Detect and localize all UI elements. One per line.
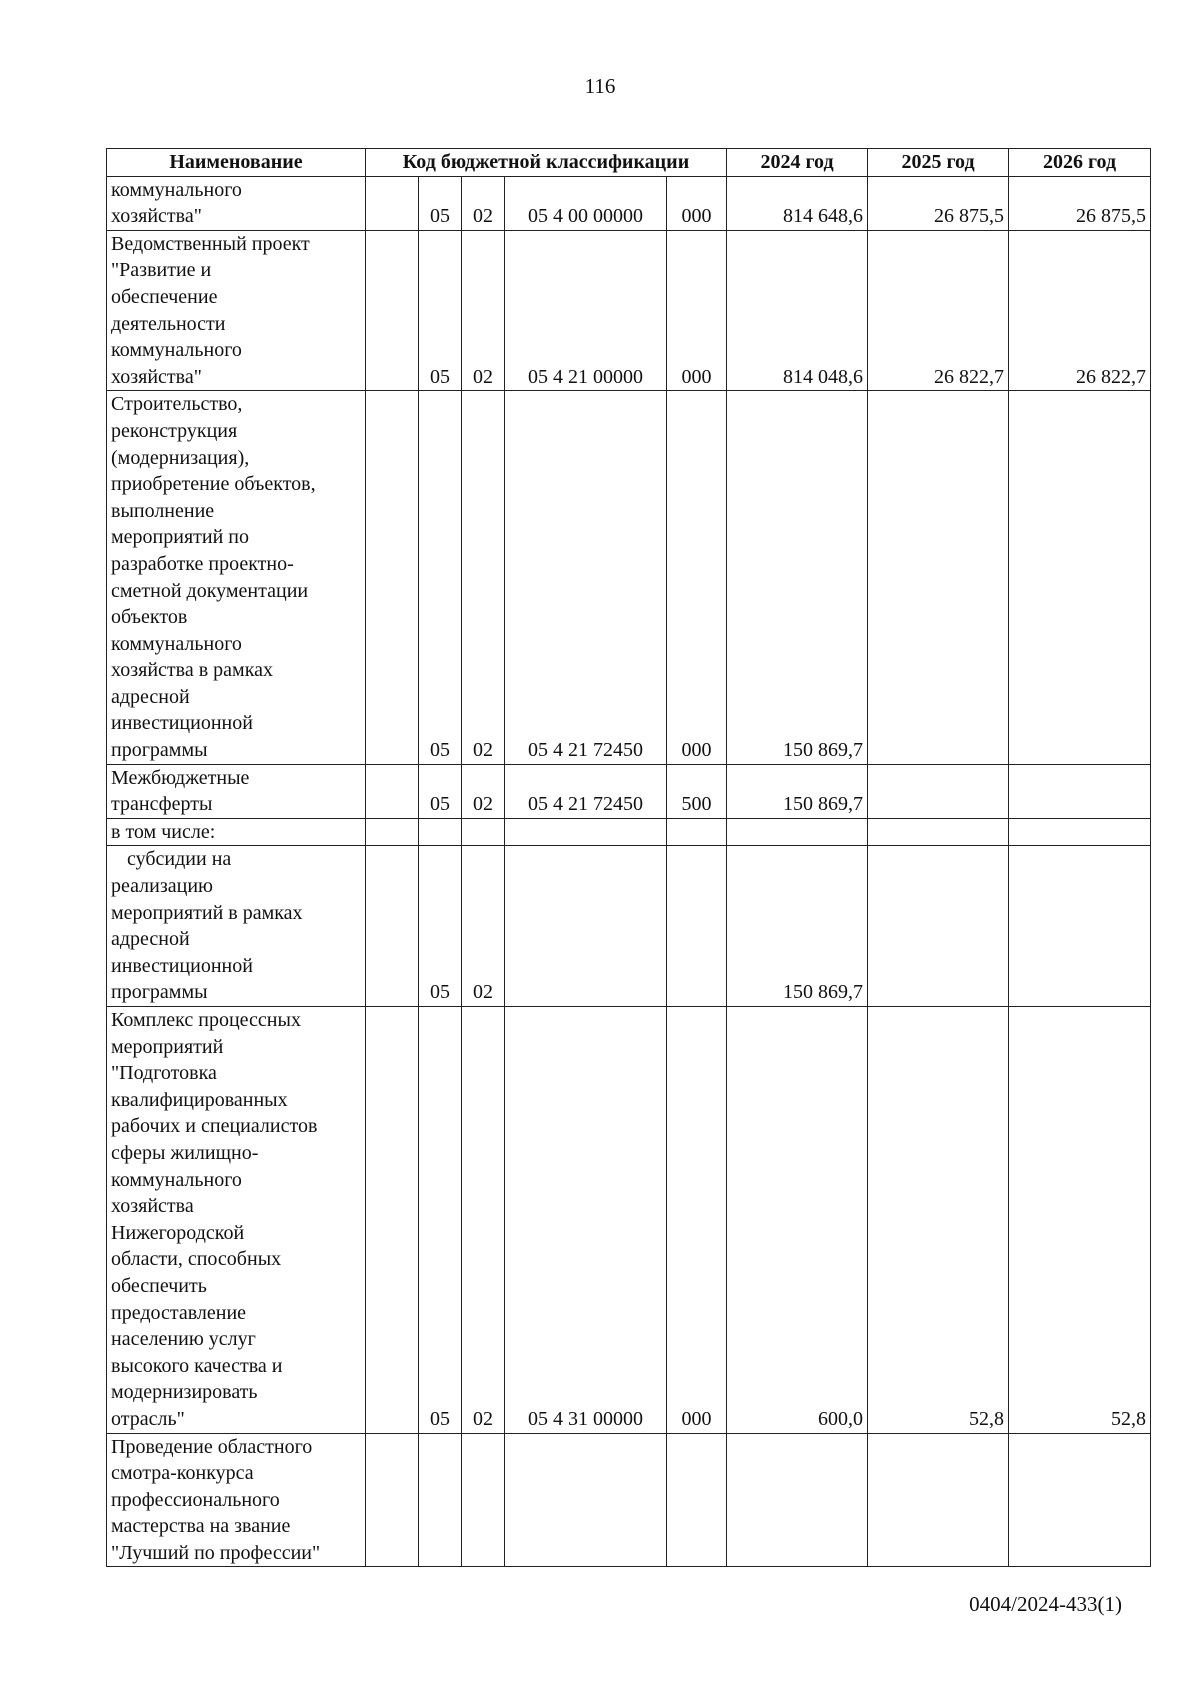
header-name: Наименование (107, 149, 366, 177)
row-name (107, 391, 366, 764)
row-value-2024: 150 869,7 (727, 391, 868, 764)
row-code-blank (366, 846, 419, 1007)
table-row (107, 846, 1151, 1007)
row-name-line: отрасль" (111, 1407, 185, 1430)
row-name (107, 846, 366, 1007)
row-code-article: 05 4 00 00000 (505, 176, 667, 230)
row-value-2026 (1009, 846, 1151, 1007)
row-name-line: Строительство, (111, 393, 243, 416)
row-code-article (505, 818, 667, 846)
row-code-subsection: 02 (462, 176, 505, 230)
row-name-line: субсидии на (127, 848, 232, 871)
row-name-line: адресной (111, 685, 190, 708)
row-value-2026 (1009, 391, 1151, 764)
row-name-line: программы (111, 739, 208, 762)
row-code-expense-type (667, 846, 727, 1007)
row-name-line: предоставление (111, 1301, 247, 1324)
row-code-expense-type (667, 818, 727, 846)
row-name-line: объектов (111, 606, 188, 629)
row-code-article: 05 4 21 72450 (505, 764, 667, 818)
row-code-article (505, 846, 667, 1007)
row-value-2025 (868, 391, 1009, 764)
header-2025: 2025 год (868, 149, 1009, 177)
row-value-2024 (727, 1433, 868, 1567)
row-name-line: разработке проектно- (111, 552, 294, 575)
row-name-line: области, способных (111, 1248, 282, 1271)
row-name-line: коммунального (111, 178, 242, 201)
row-name-line: инвестиционной (111, 712, 253, 735)
row-value-2026: 26 822,7 (1009, 230, 1151, 391)
row-name (107, 1433, 366, 1567)
row-name-line: в том числе: (111, 820, 216, 843)
row-name-line: коммунального (111, 1168, 242, 1191)
row-name-line: модернизировать (111, 1381, 258, 1404)
row-code-blank (366, 230, 419, 391)
header-code: Код бюджетной классификации (366, 149, 727, 177)
row-code-section (419, 1433, 462, 1567)
row-code-article: 05 4 21 72450 (505, 391, 667, 764)
table-row (107, 1007, 1151, 1434)
row-name-line: трансферты (111, 793, 213, 816)
row-value-2024 (727, 818, 868, 846)
row-value-2025: 26 875,5 (868, 176, 1009, 230)
row-code-expense-type: 000 (667, 1007, 727, 1434)
row-code-section: 05 (419, 846, 462, 1007)
row-name-line: сферы жилищно- (111, 1141, 259, 1164)
row-code-article (505, 1433, 667, 1567)
row-code-subsection: 02 (462, 846, 505, 1007)
row-name-line: Нижегородской (111, 1221, 245, 1244)
row-name-line: хозяйства в рамках (111, 659, 273, 682)
row-name-line: мастерства на звание (111, 1515, 291, 1538)
row-value-2026 (1009, 818, 1151, 846)
row-code-expense-type (667, 1433, 727, 1567)
row-name (107, 1007, 366, 1434)
row-code-subsection: 02 (462, 230, 505, 391)
row-code-subsection (462, 1433, 505, 1567)
row-name-line: коммунального (111, 339, 242, 362)
row-code-subsection: 02 (462, 764, 505, 818)
table-body (107, 176, 1151, 1567)
budget-table (106, 148, 1151, 1567)
row-code-blank (366, 1433, 419, 1567)
table-header-row (107, 149, 1151, 177)
row-code-section: 05 (419, 764, 462, 818)
row-name-line: мероприятий по (111, 526, 249, 549)
row-name (107, 764, 366, 818)
row-value-2024: 814 648,6 (727, 176, 868, 230)
row-value-2025 (868, 1433, 1009, 1567)
row-code-blank (366, 1007, 419, 1434)
row-code-blank (366, 176, 419, 230)
row-code-expense-type: 000 (667, 230, 727, 391)
row-name-line: хозяйства" (111, 205, 202, 228)
row-code-section: 05 (419, 176, 462, 230)
row-code-expense-type: 500 (667, 764, 727, 818)
row-code-subsection: 02 (462, 391, 505, 764)
row-value-2024: 600,0 (727, 1007, 868, 1434)
row-value-2025 (868, 818, 1009, 846)
row-code-section: 05 (419, 391, 462, 764)
row-name-line: хозяйства" (111, 365, 202, 388)
table-row (107, 176, 1151, 230)
row-name-line: реконструкция (111, 419, 238, 442)
row-name-line: населению услуг (111, 1328, 256, 1351)
row-name-line: адресной (111, 928, 190, 951)
row-name-line: высокого качества и (111, 1354, 283, 1377)
row-name-line: квалифицированных (111, 1088, 288, 1111)
row-name-line: деятельности (111, 312, 226, 335)
row-name-line: мероприятий (111, 1035, 224, 1058)
row-name-line: коммунального (111, 632, 242, 655)
row-code-subsection (462, 818, 505, 846)
table-row (107, 818, 1151, 846)
row-name-line: Межбюджетные (111, 766, 250, 789)
row-name-line: Комплекс процессных (111, 1009, 301, 1031)
table-row (107, 230, 1151, 391)
row-name (107, 818, 366, 846)
row-name-line: Проведение областного (111, 1435, 313, 1458)
row-code-section (419, 818, 462, 846)
row-value-2026: 52,8 (1009, 1007, 1151, 1434)
row-code-subsection: 02 (462, 1007, 505, 1434)
row-name-line: "Лучший по профессии" (111, 1541, 321, 1564)
row-name-line: рабочих и специалистов (111, 1115, 318, 1138)
row-name-line: обеспечение (111, 285, 218, 308)
row-code-article: 05 4 31 00000 (505, 1007, 667, 1434)
row-code-section: 05 (419, 230, 462, 391)
row-value-2025: 52,8 (868, 1007, 1009, 1434)
row-name-line: "Подготовка (111, 1062, 217, 1085)
row-code-blank (366, 391, 419, 764)
row-name-line: смотра-конкурса (111, 1462, 254, 1485)
row-value-2026: 26 875,5 (1009, 176, 1151, 230)
header-2024: 2024 год (727, 149, 868, 177)
row-name-line: Ведомственный проект (111, 232, 310, 255)
row-name-line: профессионального (111, 1488, 280, 1511)
row-name-line: выполнение (111, 499, 215, 522)
row-code-blank (366, 818, 419, 846)
table-row (107, 764, 1151, 818)
header-2026: 2026 год (1009, 149, 1151, 177)
row-value-2026 (1009, 1433, 1151, 1567)
row-name-line: сметной документации (111, 579, 309, 602)
row-value-2024: 150 869,7 (727, 846, 868, 1007)
row-value-2025 (868, 764, 1009, 818)
row-code-expense-type: 000 (667, 391, 727, 764)
page-number: 116 (584, 74, 616, 98)
row-value-2024: 150 869,7 (727, 764, 868, 818)
row-name-line: приобретение объектов, (111, 473, 316, 496)
row-value-2026 (1009, 764, 1151, 818)
row-name-line: хозяйства (111, 1195, 194, 1218)
row-name-line: мероприятий в рамках (111, 901, 303, 924)
row-name-line: (модернизация), (111, 446, 250, 469)
table-row (107, 391, 1151, 764)
row-name-line: обеспечить (111, 1274, 207, 1297)
row-name-line: реализацию (111, 875, 213, 898)
row-name (107, 230, 366, 391)
table-row (107, 1433, 1151, 1567)
row-code-article: 05 4 21 00000 (505, 230, 667, 391)
row-value-2025 (868, 846, 1009, 1007)
document-code: 0404/2024-433(1) (969, 1592, 1122, 1616)
row-code-blank (366, 764, 419, 818)
row-value-2025: 26 822,7 (868, 230, 1009, 391)
row-code-section: 05 (419, 1007, 462, 1434)
row-name (107, 176, 366, 230)
row-name-line: инвестиционной (111, 954, 253, 977)
row-code-expense-type: 000 (667, 176, 727, 230)
row-value-2024: 814 048,6 (727, 230, 868, 391)
row-name-line: программы (111, 981, 208, 1004)
row-name-line: "Развитие и (111, 259, 212, 282)
